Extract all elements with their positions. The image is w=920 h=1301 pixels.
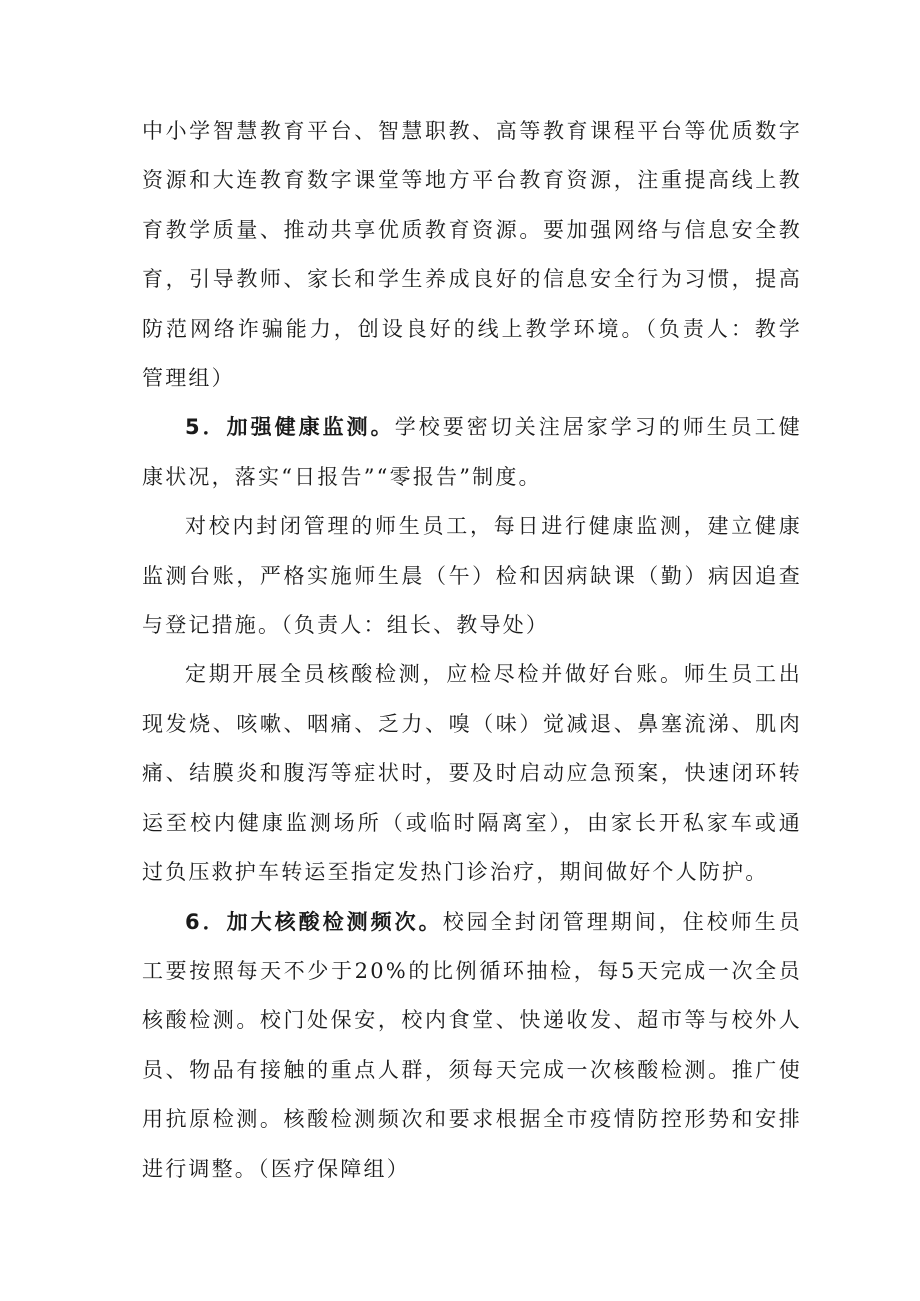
document-page <box>142 107 802 1194</box>
paragraph-text: 对校内封闭管理的师生员工，每日进行健康监测，建立健康监测台账，严格实施师生晨（午）检和因病缺课（勤）病因追查与登记措施。（负责人：组长、教导处） <box>142 514 802 638</box>
paragraph-text: 定期开展全员核酸检测，应检尽检并做好台账。师生员工出现发烧、咳嗽、咽痛、乏力、嗅（味）觉减退、鼻塞流涕、肌肉痛、结膜炎和腹泻等症状时，要及时启动应急预案，快速闭环转运至校内健康监测场所（或临时隔离室），由家长开私家车或通过负压救护车转运至指定发热门诊治疗，期间做好个人防护。 <box>142 662 802 885</box>
paragraph-text: 中小学智慧教育平台、智慧职教、高等教育课程平台等优质数字资源和大连教育数字课堂等地方平台教育资源，注重提高线上教育教学质量、推动共享优质教育资源。要加强网络与信息安全教育，引导教师、家长和学生养成良好的信息安全行为习惯，提高防范网络诈骗能力，创设良好的线上教学环境。（负责人：教学管理组） <box>142 119 802 391</box>
paragraph-text: 校园全封闭管理期间，住校师生员工要按照每天不少于20%的比例循环抽检，每5天完成一次全员核酸检测。校门处保安，校内食堂、快递收发、超市等与校外人员、物品有接触的重点人群，须每天完成一次核酸检测。推广使用抗原检测。核酸检测频次和要求根据全市疫情防控形势和安排进行调整。（医疗保障组） <box>142 909 803 1181</box>
paragraph-closed-management <box>142 502 802 650</box>
paragraph-online-teaching <box>142 107 802 403</box>
paragraph-text: 学校要密切关注居家学习的师生员工健康状况，落实“日报告”“零报告”制度。 <box>142 415 802 489</box>
section-heading-health-monitoring: 5．加强健康监测。 <box>185 415 395 440</box>
paragraph-nucleic-testing <box>142 650 802 897</box>
section-heading-testing-frequency: 6．加大核酸检测频次。 <box>185 909 443 934</box>
paragraph-testing-frequency <box>142 898 802 1194</box>
paragraph-health-monitoring <box>142 403 802 502</box>
